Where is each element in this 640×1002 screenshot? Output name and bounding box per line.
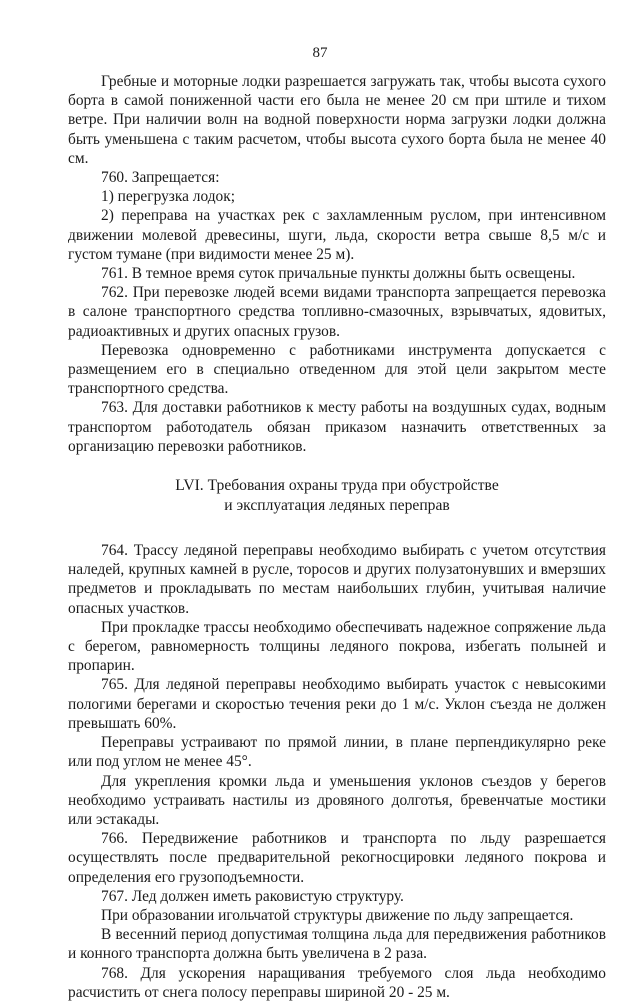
paragraph: Переправы устраивают по прямой линии, в плане перпендикулярно реке или под углом не менее 45°. <box>68 734 606 771</box>
paragraph: 763. Для доставки работников к месту работы на воздушных судах, водным транспортом работодатель обязан приказом назначить ответственных за организацию перевозки работников. <box>68 399 606 455</box>
paragraph: 2) переправа на участках рек с захламленным руслом, при интенсивном движении молевой древесины, шуги, льда, скорости ветра свыше 8,5 м/с и густом тумане (при видимости менее 25 м). <box>68 207 606 263</box>
paragraph: Гребные и моторные лодки разрешается загружать так, чтобы высота сухого борта в самой пониженной части его была не менее 20 см при штиле и тихом ветре. При наличии волн на водной поверхности норма загрузки лодки должна быть уменьшена с таким расчетом, чтобы высота сухого борта была не менее 40 см. <box>68 73 606 167</box>
paragraph: 1) перегрузка лодок; <box>101 188 235 206</box>
paragraph: 761. В темное время суток причальные пункты должны быть освещены. <box>101 265 576 283</box>
paragraph: 760. Запрещается: <box>101 169 220 187</box>
paragraph: Для укрепления кромки льда и уменьшения уклонов съездов у берегов необходимо устраивать настилы из дровяного долготья, бревенчатые мостики или эстакады. <box>68 772 606 828</box>
paragraph: При образовании игольчатой структуры движение по льду запрещается. <box>101 906 574 924</box>
paragraph: 768. Для ускорения наращивания требуемого слоя льда необходимо расчистить от снега полосу переправы шириной 20 - 25 м. <box>68 964 606 1001</box>
paragraph: 766. Передвижение работников и транспорта по льду разрешается осуществлять после предварительной рекогносцировки ледяного покрова и определения его грузоподъемности. <box>68 830 606 886</box>
paragraph: Перевозка одновременно с работниками инструмента допускается с размещением его в специально отведенном для этой цели закрытом месте транспортного средства. <box>68 341 606 398</box>
paragraph: 765. Для ледяной переправы необходимо выбирать участок с невысокими пологими берегами и скоростью течения реки до 1 м/с. Уклон съезда не должен превышать 60%. <box>68 676 606 732</box>
paragraph: 767. Лед должен иметь раковистую структуру. <box>101 887 404 905</box>
paragraph: 762. При перевозке людей всеми видами транспорта запрещается перевозка в салоне транспортного средства топливно-смазочных, взрывчатых, ядовитых, радиоактивных и других опасных грузов. <box>68 284 606 340</box>
section-heading-line: и эксплуатация ледяных переправ <box>224 496 450 514</box>
page-number: 87 <box>312 45 328 61</box>
paragraph: 764. Трассу ледяной переправы необходимо выбирать с учетом отсутствия наледей, крупных камней в русле, торосов и других полузатонувших и вмерзших предметов и прокладывать по местам наибольших глубин, учитывая наличие опасных участков. <box>68 542 606 617</box>
section-heading-line: LVI. Требования охраны труда при обустройстве <box>175 477 499 495</box>
paragraph: При прокладке трассы необходимо обеспечивать надежное сопряжение льда с берегом, равномерность толщины ледяного покрова, избегать полыней и пропарин. <box>68 618 606 675</box>
paragraph: В весенний период допустимая толщина льда для передвижения работников и конного транспорта должна быть увеличена в 2 раза. <box>68 926 606 963</box>
document-body <box>68 72 606 1002</box>
section-heading <box>68 476 606 515</box>
